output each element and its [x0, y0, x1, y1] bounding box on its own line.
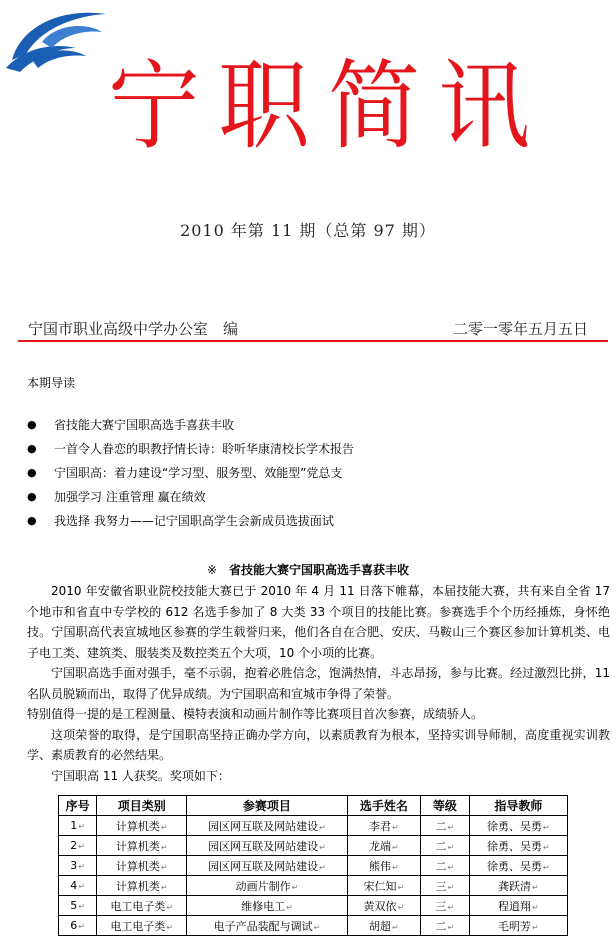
- article-title: ※ 省技能大赛宁国职高选手喜获丰收: [206, 563, 410, 577]
- contents-item: ● 一首令人眷恋的职教抒情长诗：聆听华康清校长学术报告: [27, 437, 354, 461]
- table-cell: 胡超↵: [347, 916, 420, 936]
- paragraph-mark-icon: ↵: [319, 862, 326, 872]
- paragraph-mark-icon: ↵: [291, 882, 299, 892]
- article-paragraph: 2010 年安徽省职业院校技能大赛已于 2010 年 4 月 11 日落下帷幕，本届技能大赛，共有来自全省 17 个地市和省直中专学校的 612 名选手参加了 8 大类 33 个项目的技能比赛。参赛选手个个历经捶炼，身怀绝技。宁国职高代表宣城地区参赛的学生载誉归来，他们各自在合肥、安庆、马鞍山三个赛区参加计算机类、电子电工类、建筑类、服装类及数控类五个大项，10 个小项的比赛。: [27, 584, 610, 660]
- article-paragraph: 特别值得一提的是工程测量、模特表演和动画片制作等比赛项目首次参赛，成绩骄人。: [27, 707, 484, 721]
- paragraph-mark-icon: ↵: [542, 862, 550, 872]
- bullet-icon: ●: [27, 514, 37, 527]
- table-cell: 1↵: [59, 816, 97, 836]
- paragraph-mark-icon: ↵: [391, 842, 399, 852]
- table-cell: 园区网互联及网站建设↵: [187, 836, 347, 856]
- table-cell: 2↵: [59, 836, 97, 856]
- table-cell: 龙端↵: [347, 836, 420, 856]
- table-cell: 3↵: [59, 856, 97, 876]
- paragraph-mark-icon: ↵: [78, 862, 85, 871]
- column-header: 参赛项目: [187, 796, 347, 816]
- paragraph-mark-icon: ↵: [166, 902, 174, 912]
- paragraph-mark-icon: ↵: [447, 922, 455, 932]
- paragraph-mark-icon: ↵: [397, 882, 405, 892]
- paragraph-mark-icon: ↵: [391, 822, 399, 832]
- table-cell: 二↵: [421, 816, 470, 836]
- paragraph-mark-icon: ↵: [391, 922, 399, 932]
- article-body: [27, 581, 610, 786]
- paragraph-mark-icon: ↵: [447, 862, 455, 872]
- paragraph-mark-icon: ↵: [319, 822, 326, 832]
- paragraph-mark-icon: ↵: [447, 822, 455, 832]
- table-cell: 电子产品装配与调试↵: [187, 916, 347, 936]
- table-cell: 熊伟↵: [347, 856, 420, 876]
- table-cell: 计算机类↵: [97, 876, 187, 896]
- red-divider: [18, 340, 608, 342]
- table-cell: 三↵: [421, 876, 470, 896]
- article-paragraph: 宁国职高选手面对强手，毫不示弱，抱着必胜信念，饱满热情，斗志昂扬，参与比赛。经过激烈比拼，11 名队员脱颖而出，取得了优异成绩。为宁国职高和宣城市争得了荣誉。: [27, 666, 610, 701]
- paragraph-mark-icon: ↵: [160, 842, 168, 852]
- paragraph-mark-icon: ↵: [166, 922, 174, 932]
- bullet-icon: ●: [27, 490, 37, 503]
- paragraph-mark-icon: ↵: [78, 842, 85, 851]
- paragraph-mark-icon: ↵: [319, 842, 326, 852]
- paragraph-mark-icon: ↵: [160, 882, 168, 892]
- paragraph-mark-icon: ↵: [447, 842, 455, 852]
- column-header: 等级: [421, 796, 470, 816]
- paragraph-mark-icon: ↵: [447, 882, 455, 892]
- paragraph-mark-icon: ↵: [160, 862, 168, 872]
- contents-item: ● 省技能大赛宁国职高选手喜获丰收: [27, 413, 354, 437]
- bullet-icon: ●: [27, 442, 37, 455]
- paragraph-mark-icon: ↵: [542, 842, 550, 852]
- table-row: [59, 916, 568, 936]
- paragraph-mark-icon: ↵: [531, 922, 539, 932]
- table-header-row: [59, 796, 568, 816]
- table-row: [59, 876, 568, 896]
- school-logo-icon: [2, 2, 110, 78]
- table-cell: 电工电子类↵: [97, 896, 187, 916]
- table-cell: 计算机类↵: [97, 856, 187, 876]
- article-paragraph: 宁国职高 11 人获奖。奖项如下：: [51, 768, 230, 783]
- article-paragraph: 这项荣誉的取得，是宁国职高坚持正确办学方向，以素质教育为根本，坚持实训导师制，高度重视实训教学、素质教育的必然结果。: [27, 727, 610, 762]
- paragraph-mark-icon: ↵: [391, 862, 399, 872]
- paragraph-mark-icon: ↵: [78, 902, 85, 911]
- contents-heading: 本期导读: [27, 376, 76, 390]
- paragraph-mark-icon: ↵: [160, 822, 168, 832]
- table-cell: 计算机类↵: [97, 816, 187, 836]
- table-cell: 计算机类↵: [97, 836, 187, 856]
- column-header: 指导教师: [469, 796, 567, 816]
- table-row: [59, 816, 568, 836]
- paragraph-mark-icon: ↵: [78, 882, 85, 891]
- table-cell: 李君↵: [347, 816, 420, 836]
- reference-mark-icon: ※: [206, 563, 218, 577]
- table-cell: 4↵: [59, 876, 97, 896]
- publish-date: 二零一零年五月五日: [452, 320, 588, 338]
- table-row: [59, 856, 568, 876]
- awards-table: [58, 795, 568, 936]
- table-cell: 6↵: [59, 916, 97, 936]
- issue-number: 2010 年第 11 期（总第 97 期）: [180, 221, 436, 240]
- table-cell: 宋仁知↵: [347, 876, 420, 896]
- paragraph-mark-icon: ↵: [313, 922, 321, 932]
- contents-list: [27, 413, 354, 533]
- table-cell: 二↵: [421, 916, 470, 936]
- contents-item: ● 加强学习 注重管理 赢在绩效: [27, 485, 354, 509]
- table-cell: 毛明芳↵: [469, 916, 567, 936]
- column-header: 选手姓名: [347, 796, 420, 816]
- table-row: [59, 836, 568, 856]
- table-cell: 维修电工↵: [187, 896, 347, 916]
- table-cell: 5↵: [59, 896, 97, 916]
- table-cell: 三↵: [421, 896, 470, 916]
- publisher-office: 宁国市职业高级中学办公室 编: [28, 320, 239, 338]
- paragraph-mark-icon: ↵: [531, 902, 539, 912]
- paragraph-mark-icon: ↵: [78, 822, 85, 831]
- paragraph-mark-icon: ↵: [78, 922, 85, 931]
- table-cell: 黄双依↵: [347, 896, 420, 916]
- table-cell: 二↵: [421, 856, 470, 876]
- table-cell: 动画片制作↵: [187, 876, 347, 896]
- table-cell: 徐勇、吴勇↵: [469, 836, 567, 856]
- bullet-icon: ●: [27, 466, 37, 479]
- awards-table-body: [59, 816, 568, 936]
- column-header: 项目类别: [97, 796, 187, 816]
- table-cell: 园区网互联及网站建设↵: [187, 816, 347, 836]
- paragraph-mark-icon: ↵: [447, 902, 455, 912]
- bullet-icon: ●: [27, 418, 37, 431]
- publisher-line: [28, 318, 588, 340]
- table-cell: 园区网互联及网站建设↵: [187, 856, 347, 876]
- contents-item: ● 我选择 我努力——记宁国职高学生会新成员选拔面试: [27, 509, 354, 533]
- table-cell: 程逍翔↵: [469, 896, 567, 916]
- table-cell: 二↵: [421, 836, 470, 856]
- paragraph-mark-icon: ↵: [286, 902, 293, 912]
- paragraph-mark-icon: ↵: [542, 822, 550, 832]
- table-cell: 电工电子类↵: [97, 916, 187, 936]
- paragraph-mark-icon: ↵: [397, 902, 405, 912]
- column-header: 序号: [59, 796, 97, 816]
- contents-item: ● 宁国职高：着力建设“学习型、服务型、效能型”党总支: [27, 461, 354, 485]
- masthead-title: 宁职简讯: [108, 50, 549, 163]
- table-cell: 徐勇、吴勇↵: [469, 856, 567, 876]
- table-row: [59, 896, 568, 916]
- table-cell: 徐勇、吴勇↵: [469, 816, 567, 836]
- paragraph-mark-icon: ↵: [531, 882, 539, 892]
- table-cell: 龚跃清↵: [469, 876, 567, 896]
